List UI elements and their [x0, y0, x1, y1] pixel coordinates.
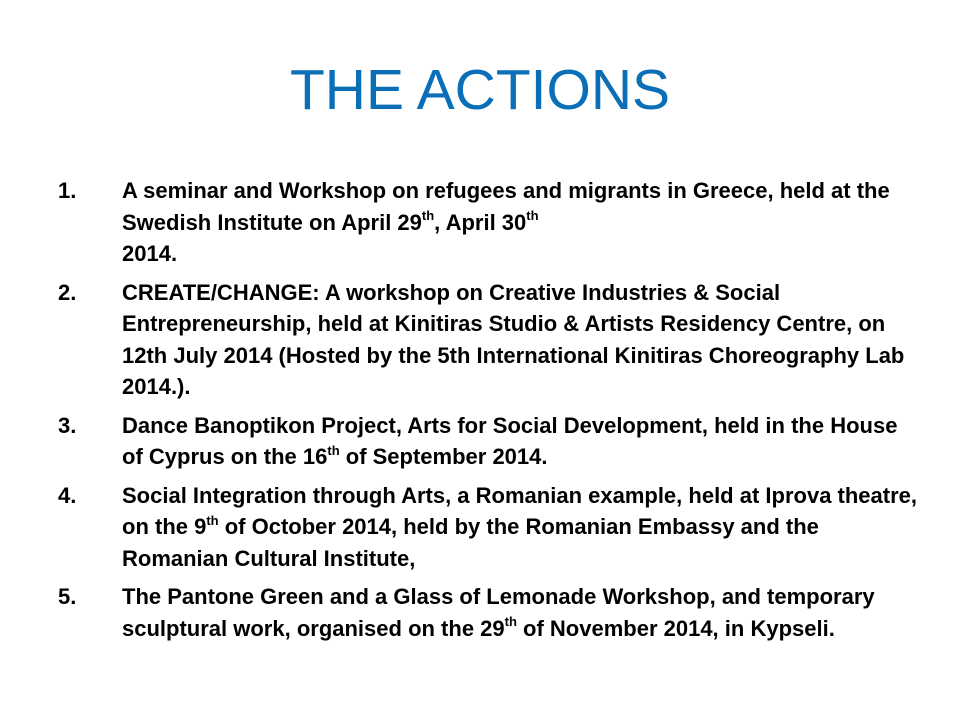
item-text-part: 2014.: [122, 241, 178, 266]
item-number: 4.: [58, 482, 77, 508]
ordinal-superscript: th: [327, 442, 340, 458]
item-text: [122, 413, 897, 470]
actions-list: [58, 175, 918, 651]
item-text-part: of October 2014, held by the Romanian Embassy and the Romanian Cultural Institute,: [122, 514, 819, 571]
item-text: [122, 584, 875, 641]
list-item: [58, 480, 918, 575]
list-item: [58, 277, 918, 403]
list-item: [58, 410, 918, 473]
ordinal-superscript: th: [504, 614, 517, 630]
item-text-part: A seminar and Workshop on refugees and migrants in Greece, held at the Swedish Institute on April 29: [122, 178, 890, 235]
item-text-part: Social Integration through Arts, a Romanian example, held at Iprova theatre, on the 9: [122, 482, 918, 539]
item-text: [122, 178, 890, 266]
item-text-part: of November 2014, in Kypseli.: [516, 615, 835, 641]
item-text-part: CREATE/CHANGE: A workshop on Creative Industries & Social Entrepreneurship, held at Kinitiras Studio & Artists Residency Centre, on 12th July 2014 (Hosted by the 5th International Kinitiras Choreography Lab 2014.).: [122, 279, 905, 399]
ordinal-superscript: th: [526, 208, 539, 224]
item-number: 5.: [58, 584, 77, 609]
slide-title: THE ACTIONS: [289, 58, 671, 122]
list-item: [58, 581, 918, 644]
item-text-part: of September 2014.: [339, 444, 548, 469]
item-text-part: Dance Banoptikon Project, Arts for Social Development, held in the House of Cyprus on the 16: [122, 412, 898, 469]
item-number: 3.: [58, 412, 77, 438]
item-text: [122, 483, 917, 571]
item-text-part: , April 30: [434, 209, 527, 235]
item-number: 1.: [58, 178, 77, 203]
ordinal-superscript: th: [206, 512, 219, 528]
list-item: [58, 175, 918, 270]
item-text: [122, 280, 904, 400]
ordinal-superscript: th: [421, 208, 435, 224]
item-number: 2.: [58, 279, 77, 305]
item-text-part: The Pantone Green and a Glass of Lemonade Workshop, and temporary sculptural work, organised on the 29: [122, 584, 875, 641]
